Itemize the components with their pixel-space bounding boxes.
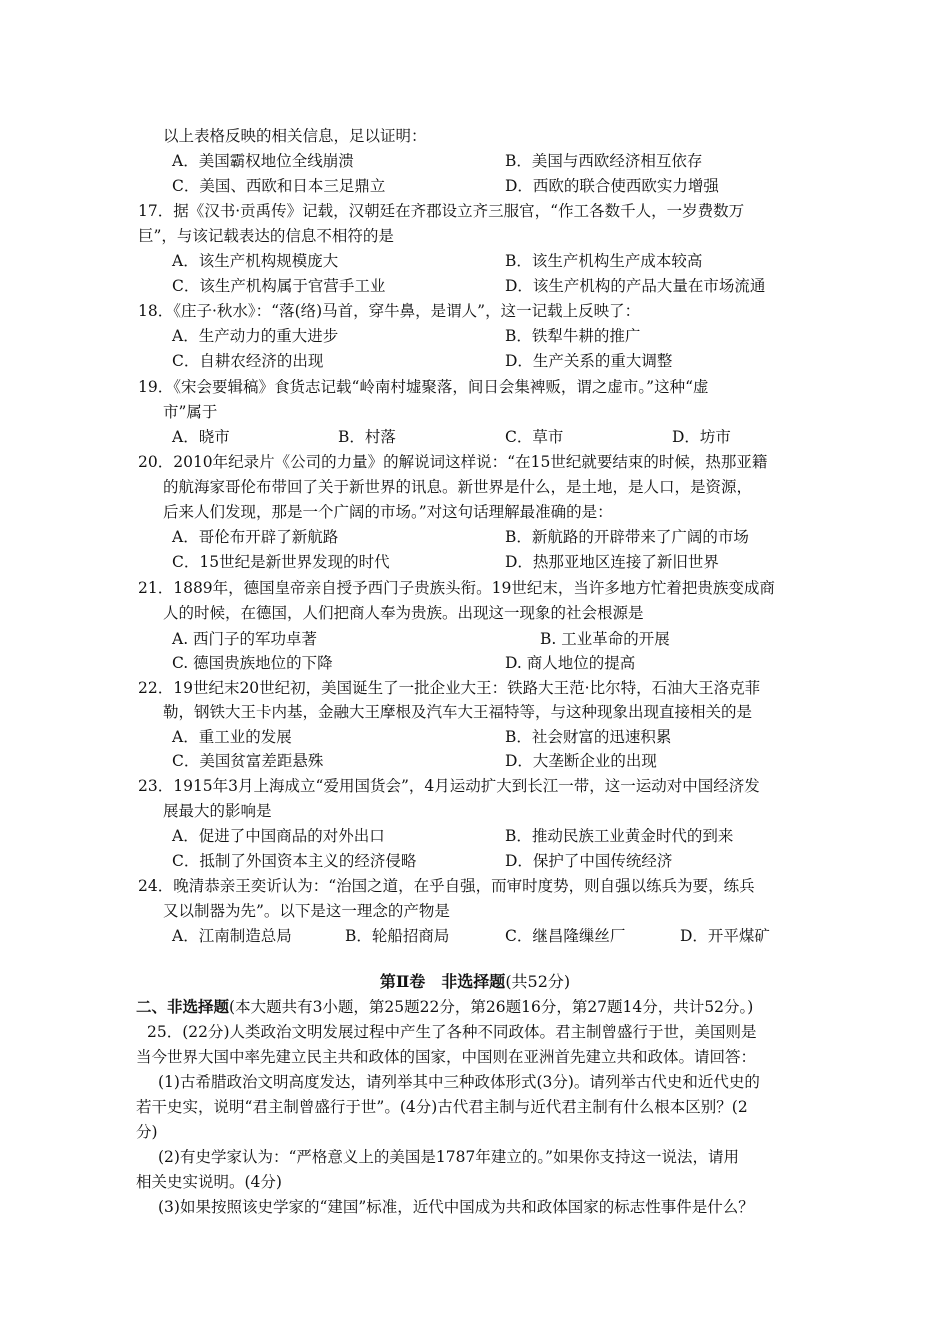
q18-option-a[interactable]: A．生产动力的重大进步	[172, 327, 339, 345]
q19-option-b[interactable]: B．村落	[338, 428, 396, 446]
q20-option-a[interactable]: A．哥伦布开辟了新航路	[172, 528, 339, 546]
section-2-title-score: (共52分)	[505, 972, 571, 991]
q25-part2-line2: 相关史实说明。(4分)	[136, 1173, 282, 1191]
q18-option-b[interactable]: B．铁犁牛耕的推广	[505, 327, 641, 345]
q24-option-d[interactable]: D．开平煤矿	[680, 927, 770, 945]
section-2-heading-note: (本大题共有3小题，第25题22分，第26题16分，第27题14分，共计52分。)	[229, 998, 754, 1016]
q24-option-c[interactable]: C．继昌隆缫丝厂	[505, 927, 626, 945]
q23-option-c[interactable]: C．抵制了外国资本主义的经济侵略	[172, 852, 417, 870]
q20-stem-line2: 的航海家哥伦布带回了关于新世界的讯息。新世界是什么，是土地，是人口，是资源，	[163, 478, 753, 496]
q22-stem-line2: 勒，钢铁大王卡内基，金融大王摩根及汽车大王福特等，与这种现象出现直接相关的是	[163, 703, 753, 721]
q20-stem-line3: 后来人们发现，那是一个广阔的市场。”对这句话理解最准确的是：	[163, 503, 613, 521]
q25-line1: 25．(22分)人类政治文明发展过程中产生了各种不同政体。君主制曾盛行于世，美国则是	[147, 1023, 757, 1041]
q25-part3-line1: (3)如果按照该史学家的“建国”标准，近代中国成为共和政体国家的标志性事件是什么？	[158, 1198, 754, 1216]
q19-stem-line2: 市”属于	[163, 403, 218, 421]
q22-option-a[interactable]: A．重工业的发展	[172, 728, 292, 746]
q16-option-b[interactable]: B．美国与西欧经济相互依存	[505, 152, 703, 170]
q23-stem-line2: 展最大的影响是	[163, 802, 272, 820]
q19-stem-line1: 19．《宋会要辑稿》食货志记载“岭南村墟聚落，间日会集裨贩，谓之虚市。”这种“虚	[138, 378, 709, 396]
q20-option-c[interactable]: C．15世纪是新世界发现的时代	[172, 553, 390, 571]
q24-stem-line2: 又以制器为先”。以下是这一理念的产物是	[163, 902, 450, 920]
q21-option-a[interactable]: A. 西门子的军功卓著	[172, 630, 318, 648]
q25-part1-line2: 若干史实，说明“君主制曾盛行于世”。(4分)古代君主制与近代君主制有什么根本区别？(2	[136, 1098, 748, 1116]
q17-stem-line2: 巨”，与该记载表达的信息不相符的是	[138, 227, 394, 245]
q17-stem-line1: 17．据《汉书·贡禹传》记载，汉朝廷在齐郡设立齐三服官，“作工各数千人，一岁费数万	[138, 202, 745, 220]
q20-option-d[interactable]: D．热那亚地区连接了新旧世界	[505, 553, 719, 571]
q21-option-c[interactable]: C. 德国贵族地位的下降	[172, 654, 333, 672]
section-2-title	[0, 971, 950, 993]
q21-option-d[interactable]: D. 商人地位的提高	[505, 654, 636, 672]
q24-option-a[interactable]: A．江南制造总局	[172, 927, 292, 945]
q19-option-a[interactable]: A．晓市	[172, 428, 230, 446]
q25-part1-line3: 分)	[136, 1123, 158, 1141]
q17-option-d[interactable]: D．该生产机构的产品大量在市场流通	[505, 277, 766, 295]
section-2-heading	[136, 996, 753, 1018]
q22-option-d[interactable]: D．大垄断企业的出现	[505, 752, 657, 770]
q23-option-d[interactable]: D．保护了中国传统经济	[505, 852, 673, 870]
q16-stem: 以上表格反映的相关信息，足以证明：	[163, 127, 427, 145]
q24-option-b[interactable]: B．轮船招商局	[345, 927, 450, 945]
q18-option-d[interactable]: D．生产关系的重大调整	[505, 352, 673, 370]
q21-option-b[interactable]: B. 工业革命的开展	[540, 630, 670, 648]
q22-option-b[interactable]: B．社会财富的迅速积累	[505, 728, 672, 746]
q20-option-b[interactable]: B．新航路的开辟带来了广阔的市场	[505, 528, 749, 546]
q22-stem-line1: 22．19世纪末20世纪初，美国诞生了一批企业大王：铁路大王范·比尔特，石油大王洛克菲	[138, 679, 761, 697]
q24-stem-line1: 24．晚清恭亲王奕䜣认为：“治国之道，在乎自强，而审时度势，则自强以练兵为要，练兵	[138, 877, 755, 895]
q18-option-c[interactable]: C．自耕农经济的出现	[172, 352, 324, 370]
section-2-heading-bold: 二、非选择题	[136, 997, 230, 1016]
section-2-title-bold: 第Ⅱ卷 非选择题	[379, 972, 506, 991]
q19-option-d[interactable]: D．坊市	[672, 428, 731, 446]
q17-option-a[interactable]: A．该生产机构规模庞大	[172, 252, 339, 270]
q16-option-d[interactable]: D．西欧的联合使西欧实力增强	[505, 177, 719, 195]
q20-stem-line1: 20．2010年纪录片《公司的力量》的解说词这样说：“在15世纪就要结束的时候，热那亚籍	[138, 453, 768, 471]
q23-option-b[interactable]: B．推动民族工业黄金时代的到来	[505, 827, 734, 845]
q16-option-a[interactable]: A．美国霸权地位全线崩溃	[172, 152, 354, 170]
q21-stem-line1: 21．1889年，德国皇帝亲自授予西门子贵族头衔。19世纪末，当许多地方忙着把贵族变成商	[138, 579, 775, 597]
q16-option-c[interactable]: C．美国、西欧和日本三足鼎立	[172, 177, 386, 195]
q23-stem-line1: 23．1915年3月上海成立“爱用国货会”，4月运动扩大到长江一带，这一运动对中国经济发	[138, 777, 760, 795]
q18-stem-line1: 18．《庄子·秋水》：“落(络)马首，穿牛鼻，是谓人”，这一记载上反映了：	[138, 302, 641, 320]
q25-part1-line1: (1)古希腊政治文明高度发达，请列举其中三种政体形式(3分)。请列举古代史和近代史的	[158, 1073, 760, 1091]
q25-part2-line1: (2)有史学家认为：“严格意义上的美国是1787年建立的。”如果你支持这一说法，请用	[158, 1148, 740, 1166]
q21-stem-line2: 人的时候，在德国，人们把商人奉为贵族。出现这一现象的社会根源是	[163, 604, 644, 622]
q22-option-c[interactable]: C．美国贫富差距悬殊	[172, 752, 324, 770]
q23-option-a[interactable]: A．促进了中国商品的对外出口	[172, 827, 385, 845]
q17-option-b[interactable]: B．该生产机构生产成本较高	[505, 252, 703, 270]
q19-option-c[interactable]: C．草市	[505, 428, 564, 446]
q25-line2: 当今世界大国中率先建立民主共和政体的国家，中国则在亚洲首先建立共和政体。请回答：	[136, 1048, 757, 1066]
q17-option-c[interactable]: C．该生产机构属于官营手工业	[172, 277, 386, 295]
